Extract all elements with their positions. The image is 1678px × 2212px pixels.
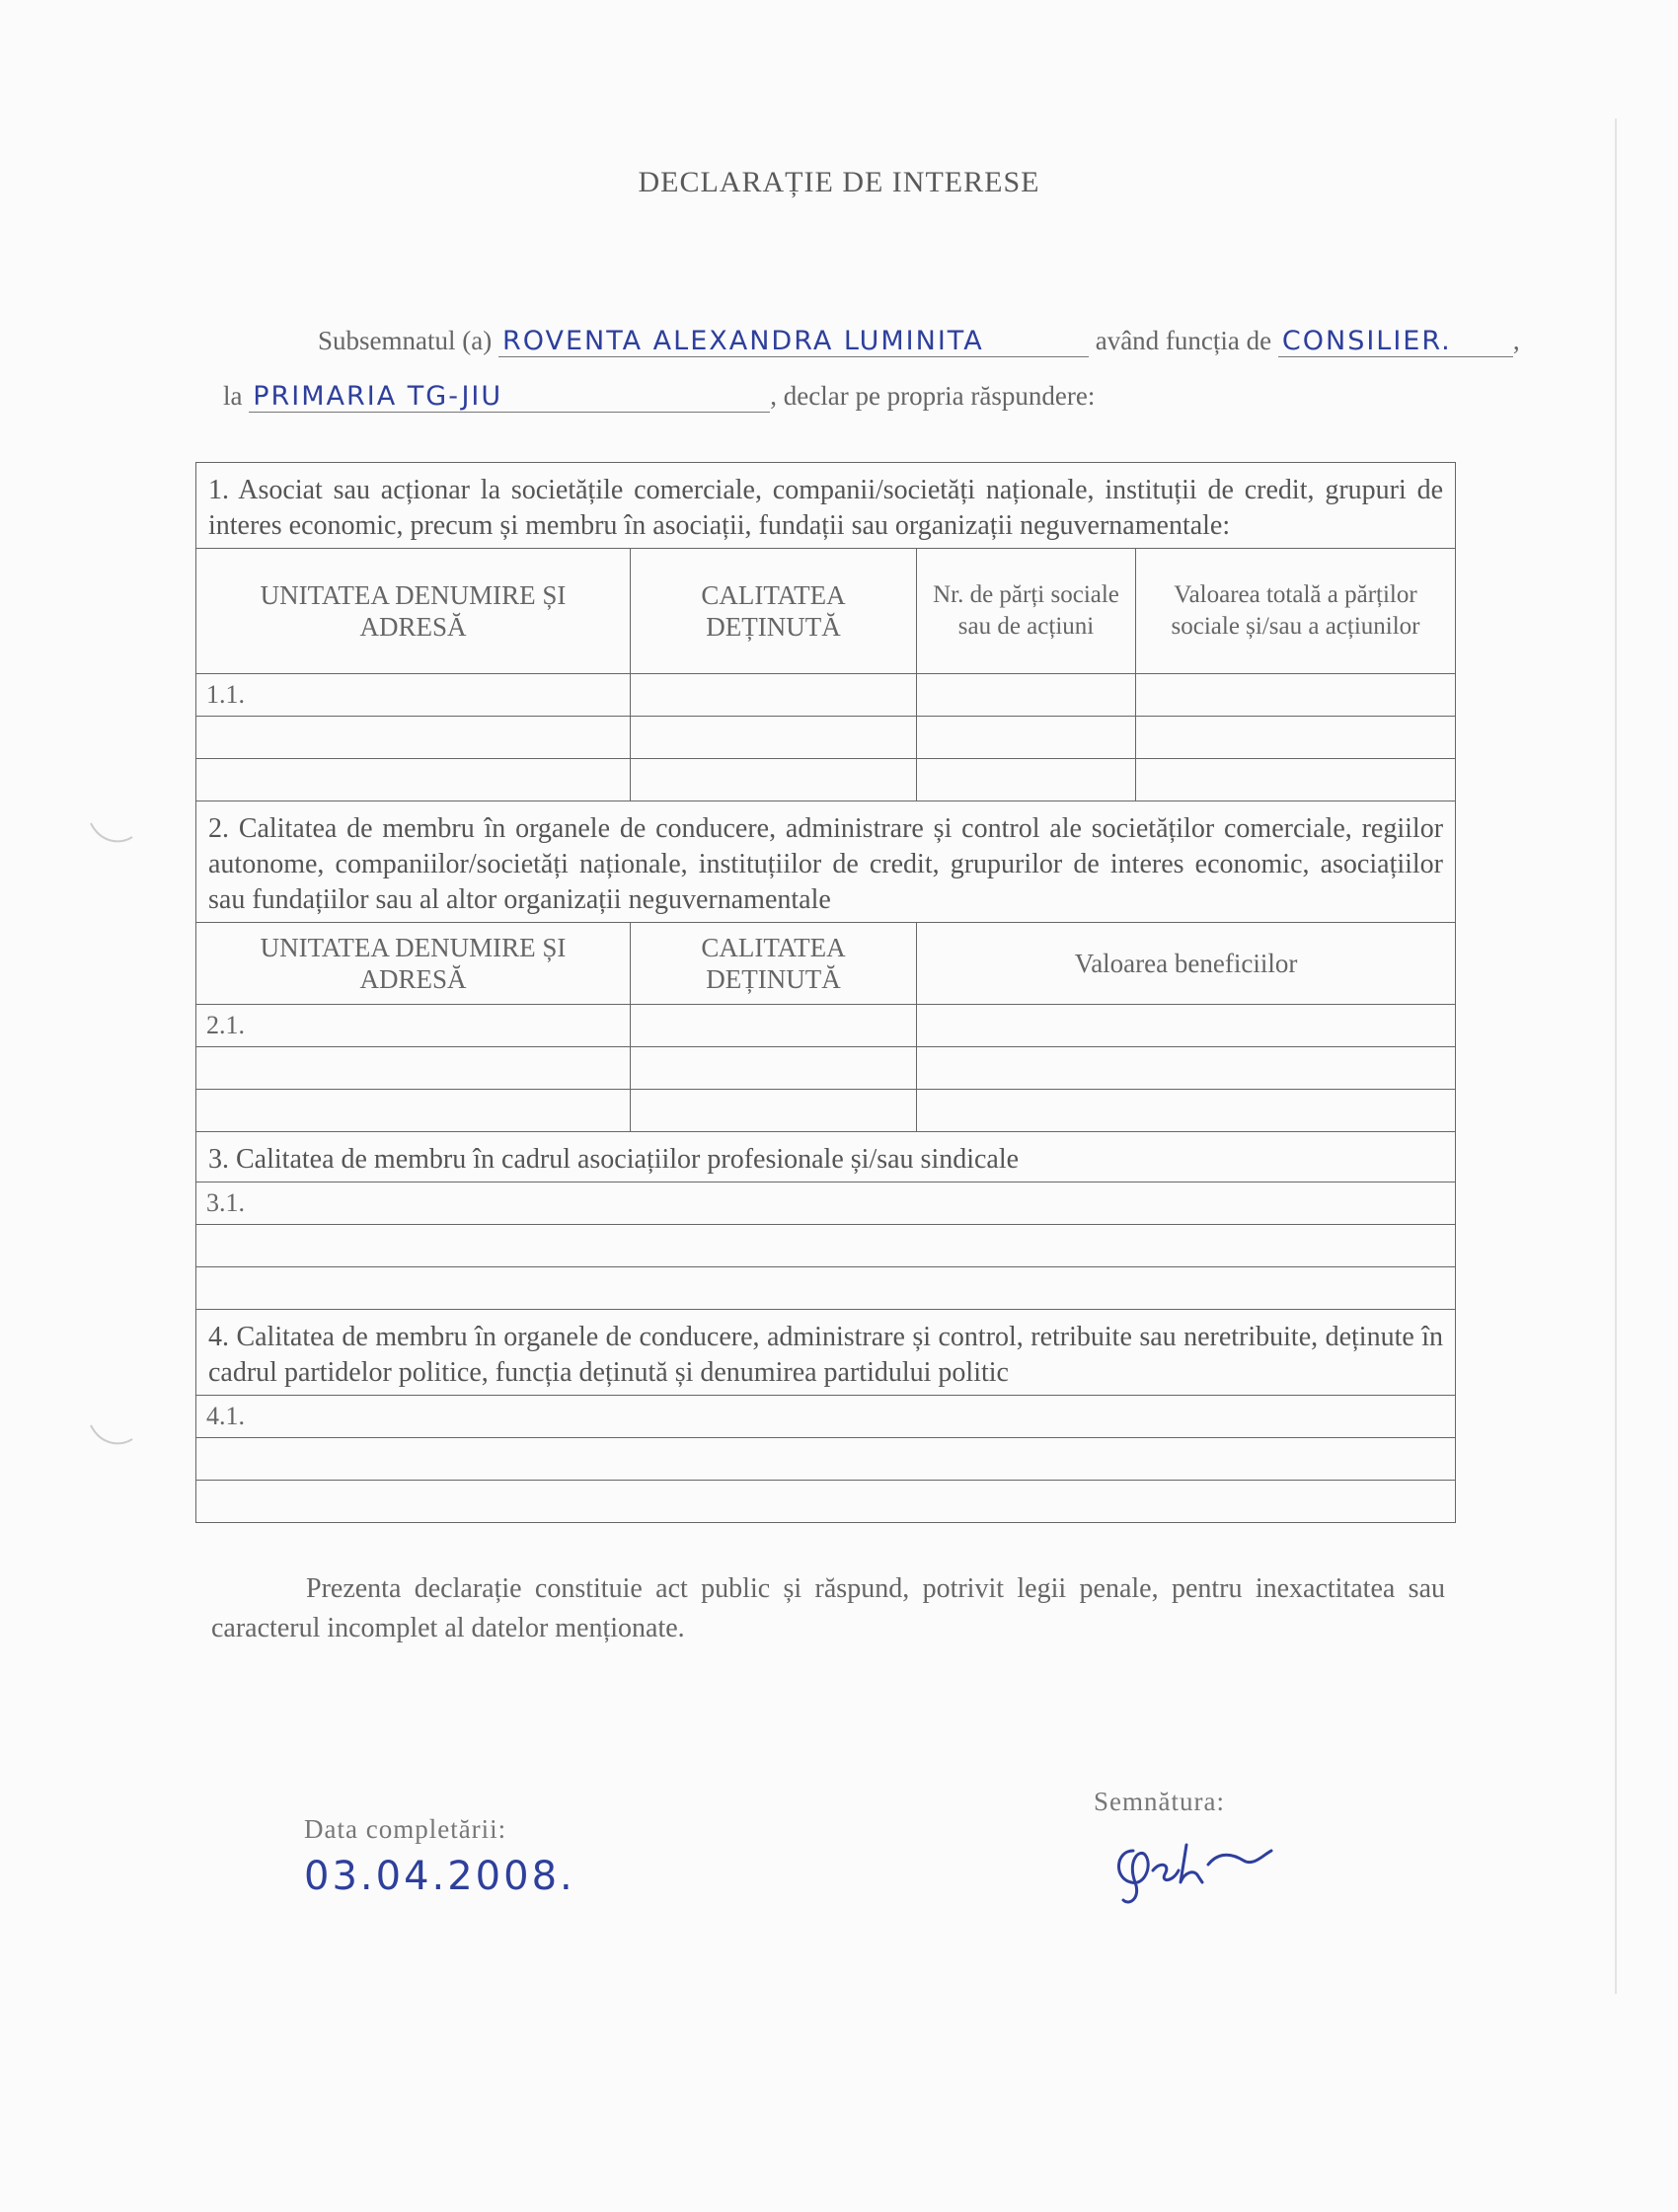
section-2-header-row (196, 923, 1456, 1005)
section-4-heading-row (196, 1310, 1456, 1396)
table-row (196, 1396, 1456, 1438)
table-cell[interactable] (196, 1047, 631, 1090)
table-cell[interactable] (631, 1047, 917, 1090)
table-row (196, 1090, 1456, 1132)
s3-row-1-label[interactable]: 3.1. (196, 1182, 1456, 1225)
scan-edge-line (1615, 118, 1617, 1994)
table-cell[interactable] (917, 1005, 1456, 1047)
table-cell[interactable] (196, 1225, 1456, 1267)
s1-col-calitatea: CALITATEA DEȚINUTĂ (631, 549, 917, 674)
table-cell[interactable] (1136, 717, 1456, 759)
table-row (196, 1481, 1456, 1523)
table-cell[interactable] (196, 1090, 631, 1132)
table-row (196, 1047, 1456, 1090)
s2-col-calitatea: CALITATEA DEȚINUTĂ (631, 923, 917, 1005)
table-row (196, 1005, 1456, 1047)
declar-label: , declar pe propria răspundere: (770, 381, 1096, 411)
table-cell[interactable] (1136, 759, 1456, 801)
table-cell[interactable] (917, 759, 1136, 801)
s1-col-valoarea: Valoarea totală a părților sociale și/sau a acțiunilor (1136, 549, 1456, 674)
table-row (196, 1225, 1456, 1267)
punch-hole-mark (87, 1421, 136, 1451)
table-row (196, 674, 1456, 717)
s2-col-valoarea-beneficiilor: Valoarea beneficiilor (917, 923, 1456, 1005)
table-cell[interactable] (917, 1047, 1456, 1090)
s1-row-1-label: 1.1. (196, 674, 631, 717)
s2-row-1-label: 2.1. (196, 1005, 631, 1047)
table-cell[interactable] (631, 759, 917, 801)
section-2-heading-row (196, 801, 1456, 923)
section-1-text: 1. Asociat sau acționar la societățile comerciale, companii/societăți naționale, instituții de credit, grupuri de interes economic, precum și membru în asociații, fundații sau organizații neguvernamentale: (196, 463, 1456, 549)
legal-statement: Prezenta declarație constituie act public și răspund, potrivit legii penale, pentru inexactitatea sau caracterul incomplet al datelor menționate. (211, 1573, 1445, 1643)
intro-line-1 (318, 326, 1520, 357)
document-title: DECLARAȚIE DE INTERESE (638, 166, 1040, 198)
table-cell[interactable] (196, 717, 631, 759)
s1-col-nr-parti: Nr. de părți sociale sau de acțiuni (917, 549, 1136, 674)
table-row (196, 1267, 1456, 1310)
table-cell[interactable] (631, 1005, 917, 1047)
table-cell[interactable] (917, 717, 1136, 759)
avand-label: având funcția de (1095, 326, 1272, 355)
s2-col-unitatea: UNITATEA DENUMIRE ȘI ADRESĂ (196, 923, 631, 1005)
comma-mark: , (1512, 326, 1520, 355)
table-cell[interactable] (917, 674, 1136, 717)
s1-col-unitatea: UNITATEA DENUMIRE ȘI ADRESĂ (196, 549, 631, 674)
intro-line-2 (223, 381, 1095, 413)
punch-hole-mark (87, 819, 136, 849)
table-row (196, 717, 1456, 759)
date-value[interactable]: 03.04.2008. (304, 1854, 575, 1899)
la-label: la (223, 381, 243, 411)
function-field[interactable]: CONSILIER. (1278, 326, 1513, 357)
date-label: Data completării: (304, 1814, 507, 1844)
section-1-heading-row (196, 463, 1456, 549)
table-row (196, 1182, 1456, 1225)
table-cell[interactable] (196, 759, 631, 801)
section-3-text: 3. Calitatea de membru în cadrul asociațiilor profesionale și/sau sindicale (196, 1132, 1456, 1182)
table-row (196, 759, 1456, 801)
table-cell[interactable] (196, 1267, 1456, 1310)
table-cell[interactable] (631, 1090, 917, 1132)
subsemnatul-label: Subsemnatul (a) (318, 326, 493, 355)
signature-mark (1106, 1821, 1283, 1910)
section-3-heading-row (196, 1132, 1456, 1182)
institution-field[interactable]: PRIMARIA TG-JIU (249, 381, 770, 413)
section-4-text: 4. Calitatea de membru în organele de conducere, administrare și control, retribuite sau neretribuite, deținute în cadrul partidelor politice, funcția deținută și denumirea partidului politic (196, 1310, 1456, 1396)
table-cell[interactable] (196, 1438, 1456, 1481)
signature-label: Semnătura: (1094, 1787, 1225, 1816)
section-2-text: 2. Calitatea de membru în organele de conducere, administrare și control ale societăților comerciale, regiilor autonome, companiilor/societăți naționale, instituțiilor de credit, grupurilor de interes economic, asociațiilor sau fundațiilor sau al altor organizații neguvernamentale (196, 801, 1456, 923)
section-1-header-row (196, 549, 1456, 674)
table-cell[interactable] (631, 717, 917, 759)
name-field[interactable]: ROVENTA ALEXANDRA LUMINITA (498, 326, 1089, 357)
declaration-table (195, 462, 1456, 1523)
table-cell[interactable] (1136, 674, 1456, 717)
s4-row-1-label[interactable]: 4.1. (196, 1396, 1456, 1438)
table-cell[interactable] (631, 674, 917, 717)
table-row (196, 1438, 1456, 1481)
table-cell[interactable] (196, 1481, 1456, 1523)
table-cell[interactable] (917, 1090, 1456, 1132)
